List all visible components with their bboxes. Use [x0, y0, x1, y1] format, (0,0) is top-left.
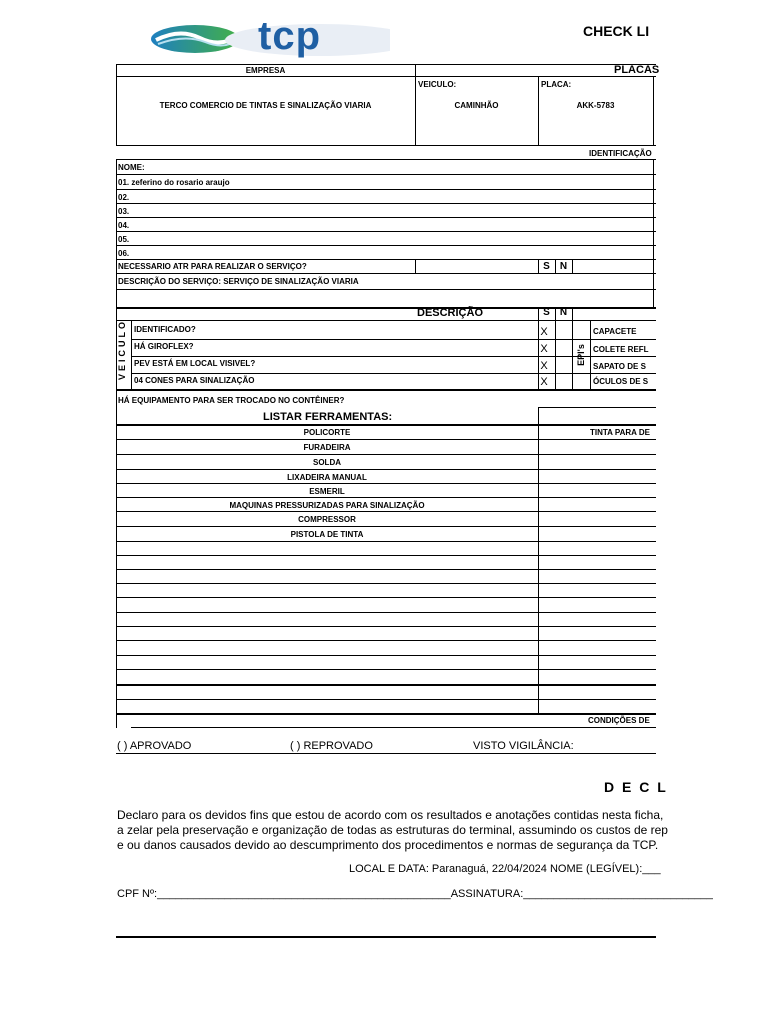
- check-item-4-mark: X: [540, 376, 548, 388]
- tool-item-8: PISTOLA DE TINTA: [290, 530, 364, 539]
- cpf-assinatura-line: CPF Nº:________________________________________________ASSINATURA:_______________________________: [117, 888, 713, 900]
- check-item-3-mark: X: [540, 360, 548, 372]
- check-item-3-label: PEV ESTÁ EM LOCAL VISIVEL?: [134, 359, 256, 368]
- epi-item-1: CAPACETE: [593, 327, 637, 336]
- document-title: CHECK LI: [583, 23, 650, 39]
- declaracao-title: D E C L: [604, 779, 668, 795]
- tool-item-2: FURADEIRA: [303, 443, 351, 452]
- placa-value: AKK-5783: [576, 101, 615, 110]
- declaracao-line-3: e ou danos causados devido ao descumprimento dos procedimentos e normas de segurança da TCP.: [117, 838, 659, 852]
- check-item-1-label: IDENTIFICADO?: [134, 325, 196, 334]
- atr-n-header: N: [559, 261, 568, 272]
- veiculo-value: CAMINHÃO: [454, 101, 499, 110]
- check-item-4-label: 04 CONES PARA SINALIZAÇÃO: [134, 376, 255, 385]
- epi-item-4: ÓCULOS DE S: [593, 377, 649, 386]
- check-item-1-mark: X: [540, 326, 548, 338]
- person-row-4: 04.: [118, 221, 130, 230]
- servico-description: DESCRIÇÃO DO SERVIÇO: SERVIÇO DE SINALIZAÇÃO VIARIA: [118, 277, 359, 286]
- tool-item-4: LIXADEIRA MANUAL: [287, 473, 367, 482]
- logo-text: tcp: [258, 14, 321, 58]
- person-row-6: 06.: [118, 249, 130, 258]
- placas-label: PLACAS: [614, 64, 660, 76]
- tool-item-3: SOLDA: [313, 458, 341, 467]
- tool-item-5: ESMERIL: [309, 487, 345, 496]
- person-row-3: 03.: [118, 207, 130, 216]
- identificacao-label: IDENTIFICAÇÃO: [589, 149, 652, 158]
- person-row-5: 05.: [118, 235, 130, 244]
- reprovado-option[interactable]: ( ) REPROVADO: [290, 740, 373, 752]
- tool-item-6: MAQUINAS PRESSURIZADAS PARA SINALIZAÇÃO: [229, 501, 425, 510]
- tool-right-1: TINTA PARA DE: [590, 428, 650, 437]
- tool-item-1: POLICORTE: [303, 428, 351, 437]
- tool-item-7: COMPRESSOR: [298, 515, 356, 524]
- equipamento-question: HÁ EQUIPAMENTO PARA SER TROCADO NO CONTÊINER?: [118, 396, 345, 405]
- visto-vigilancia-label: VISTO VIGILÂNCIA:: [473, 740, 574, 752]
- epi-item-3: SAPATO DE S: [593, 362, 646, 371]
- descricao-header: DESCRIÇÃO: [417, 307, 484, 319]
- local-data-line: LOCAL E DATA: Paranaguá, 22/04/2024 NOME (LEGÍVEL):___: [349, 863, 661, 875]
- aprovado-option[interactable]: ( ) APROVADO: [117, 740, 192, 752]
- epi-vertical-label: EPI's: [576, 344, 586, 366]
- tcp-logo: [150, 14, 390, 58]
- ferramentas-title: LISTAR FERRAMENTAS:: [263, 411, 393, 423]
- checklist-s-header: S: [543, 307, 550, 318]
- person-row-1: 01. zeferino do rosario araujo: [118, 178, 230, 187]
- placa-label: PLACA:: [541, 80, 572, 89]
- empresa-label: EMPRESA: [245, 66, 286, 75]
- declaracao-line-2: a zelar pela preservação e organização de todas as estruturas do terminal, assumindo os custos de rep: [117, 823, 668, 837]
- check-item-2-mark: X: [540, 343, 548, 355]
- checklist-n-header: N: [559, 307, 568, 318]
- veiculo-label: VEICULO:: [418, 80, 457, 89]
- empresa-value: TERCO COMERCIO DE TINTAS E SINALIZAÇÃO VIARIA: [159, 101, 372, 110]
- person-row-2: 02.: [118, 193, 130, 202]
- nome-label: NOME:: [118, 163, 145, 172]
- atr-s-header: S: [543, 261, 550, 272]
- vehicle-vertical-label: VEICULO: [117, 318, 127, 380]
- check-item-2-label: HÁ GIROFLEX?: [134, 342, 194, 351]
- atr-question: NECESSARIO ATR PARA REALIZAR O SERVIÇO?: [118, 262, 307, 271]
- epi-item-2: COLETE REFL: [593, 345, 649, 354]
- condicoes-label: CONDIÇÕES DE: [588, 716, 650, 725]
- declaracao-line-1: Declaro para os devidos fins que estou de acordo com os resultados e anotações contidas nesta ficha,: [117, 808, 664, 822]
